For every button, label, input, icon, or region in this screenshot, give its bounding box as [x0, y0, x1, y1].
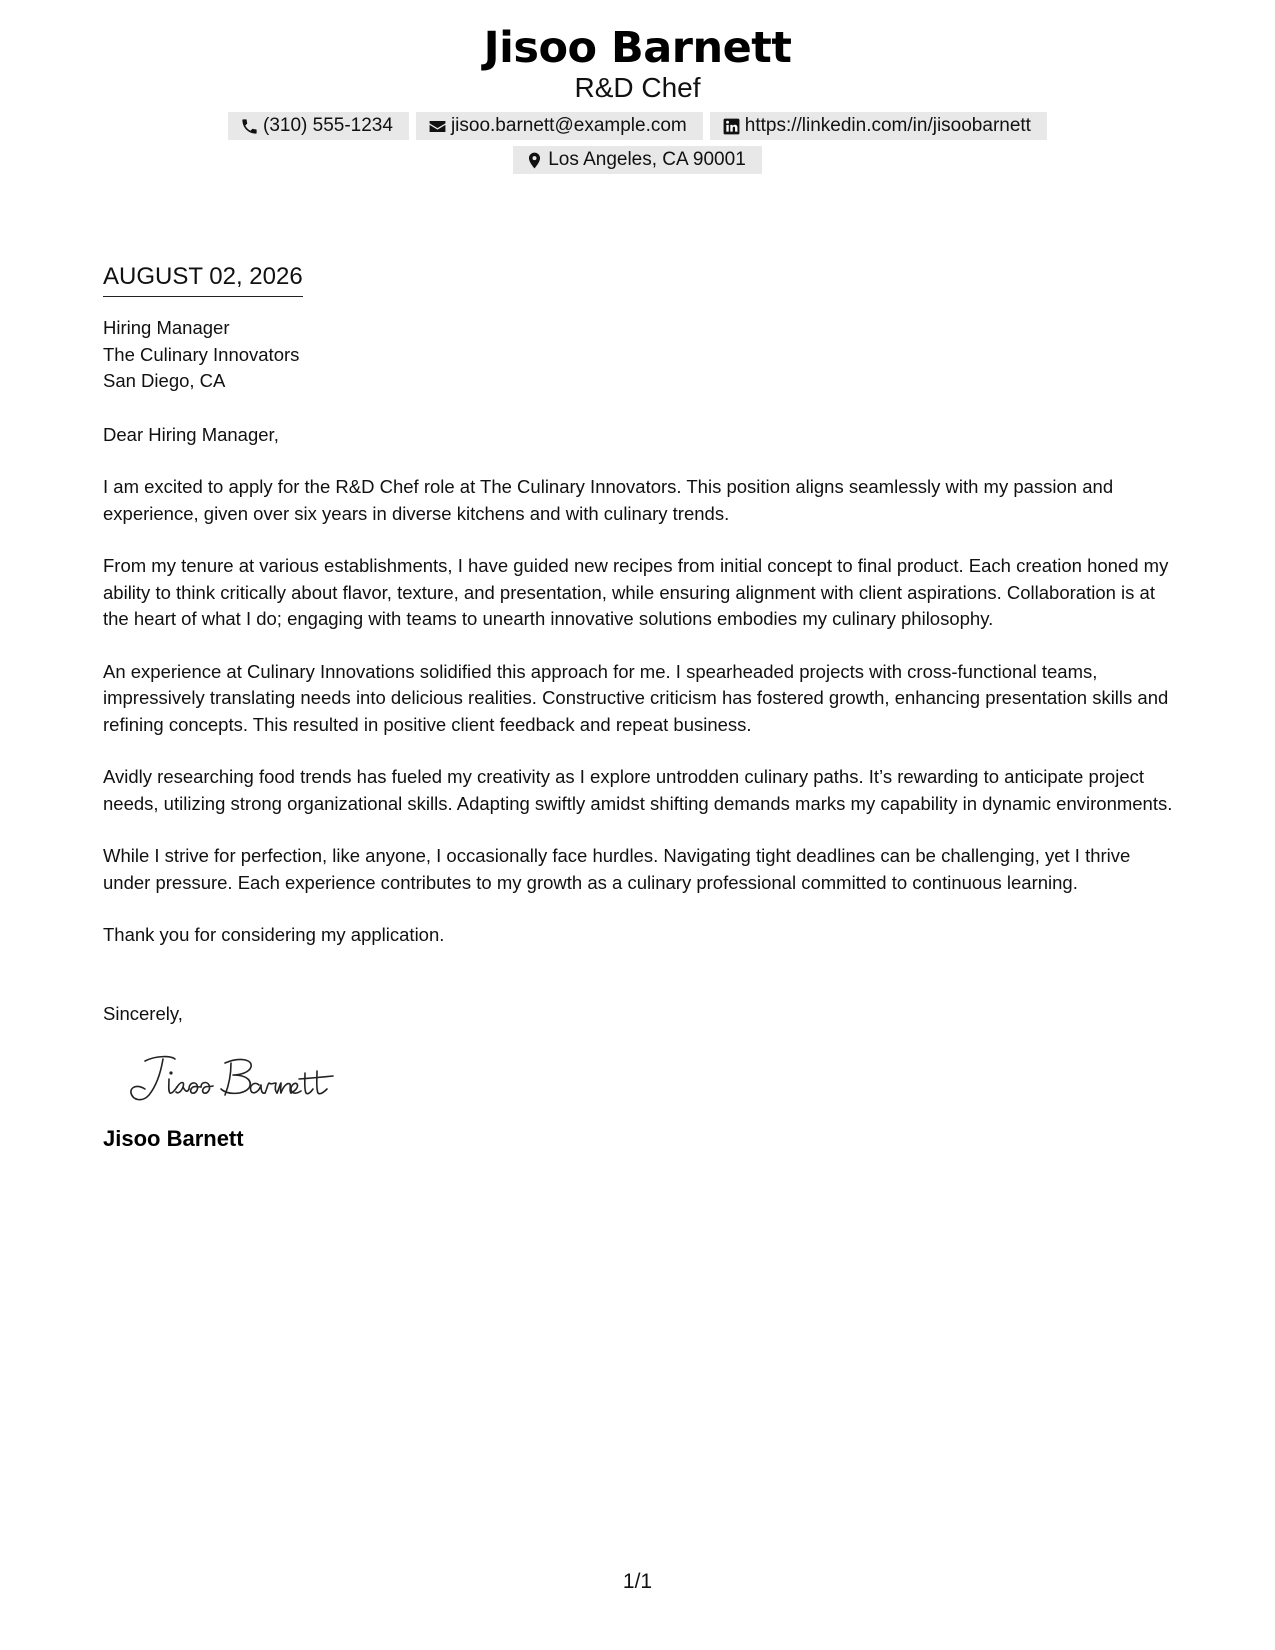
email-chip[interactable] — [416, 112, 703, 140]
contact-row-primary — [0, 112, 1275, 140]
applicant-name: Jisoo Barnett — [483, 23, 792, 73]
phone-icon — [240, 117, 259, 136]
paragraph: From my tenure at various establishments, I have guided new recipes from initial concept to final product. Each creation honed my ability to think critically about flavor, texture, and presentation, while ensuring alignment with client aspirations. Collaboration is at the heart of what I do; engaging with teams to unearth innovative solutions embodies my culinary philosophy. — [103, 555, 1169, 629]
page-number: 1/1 — [622, 1570, 653, 1593]
recipient-name: Hiring Manager — [103, 317, 230, 338]
letter-header — [0, 22, 1275, 174]
paragraph: An experience at Culinary Innovations solidified this approach for me. I spearheaded projects with cross-functional teams, impressively translating needs into delicious realities. Constructive criticism has fostered growth, enhancing presentation skills and refining concepts. This resulted in positive client feedback and repeat business. — [103, 660, 1169, 735]
paragraph: While I strive for perfection, like anyone, I occasionally face hurdles. Navigating tight deadlines can be challenging, yet I thrive under pressure. Each experience contributes to my growth as a culinary professional committed to continuous learning. — [103, 845, 1131, 893]
handwritten-signature — [123, 1049, 353, 1109]
location-chip — [513, 146, 762, 174]
linkedin-icon — [722, 117, 741, 136]
paragraph: Avidly researching food trends has fueled my creativity as I explore untrodden culinary paths. It’s rewarding to anticipate project needs, utilizing strong organizational skills. Adapting swiftly amidst shifting demands marks my capability in dynamic environments. — [103, 766, 1173, 814]
contact-row-secondary — [0, 146, 1275, 174]
linkedin-chip[interactable] — [710, 112, 1047, 140]
salutation: Dear Hiring Manager, — [103, 423, 279, 445]
recipient-block — [103, 315, 1178, 395]
linkedin-text: https://linkedin.com/in/jisoobarnett — [744, 115, 1031, 136]
phone-chip[interactable] — [228, 112, 409, 140]
recipient-company: The Culinary Innovators — [103, 343, 300, 365]
location-text: Los Angeles, CA 90001 — [548, 149, 746, 170]
letter-date: AUGUST 02, 2026 — [103, 262, 303, 297]
closing-thanks: Thank you for considering my application. — [103, 924, 445, 945]
envelope-icon — [428, 117, 447, 136]
map-pin-icon — [525, 151, 544, 170]
recipient-location: San Diego, CA — [103, 370, 226, 391]
paragraph: I am excited to apply for the R&D Chef role at The Culinary Innovators. This position aligns seamlessly with my passion and experience, given over six years in diverse kitchens and with culinary trends. — [103, 476, 1114, 524]
letter-body — [103, 262, 1178, 1153]
signoff: Sincerely, — [103, 1002, 183, 1024]
signer-name: Jisoo Barnett — [103, 1126, 244, 1151]
phone-text: (310) 555-1234 — [263, 115, 393, 136]
applicant-job-title: R&D Chef — [574, 72, 701, 103]
email-text: jisoo.barnett@example.com — [450, 115, 687, 136]
